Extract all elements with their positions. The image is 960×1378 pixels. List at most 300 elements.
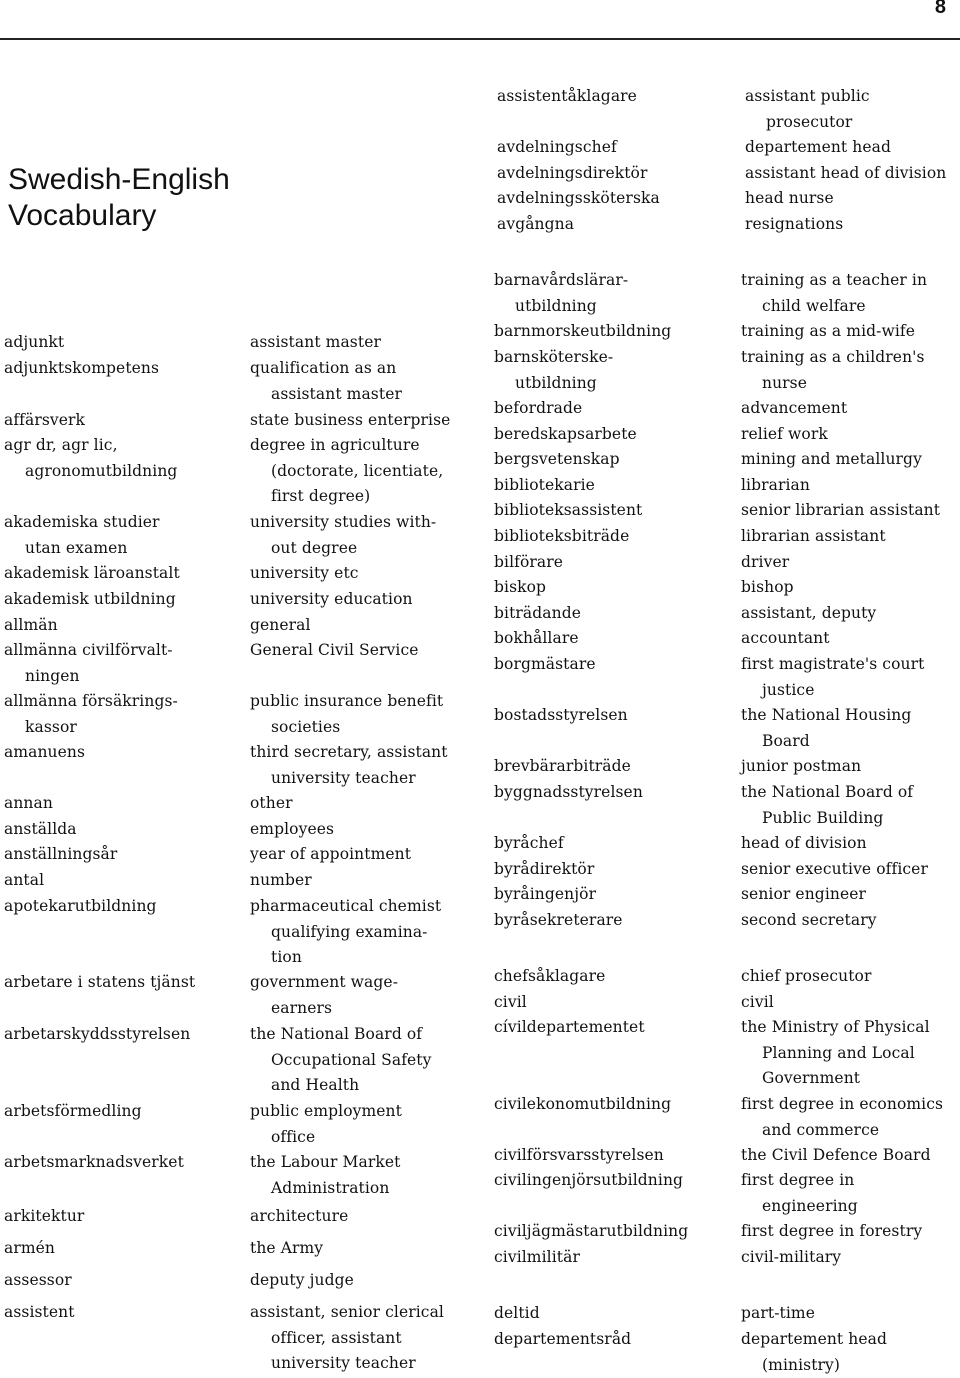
vocab-entry-swedish	[4, 433, 177, 484]
swedish-term	[494, 1015, 645, 1041]
english-translation	[741, 422, 828, 448]
vocab-entry-swedish	[4, 740, 85, 766]
vocab-entry-swedish	[494, 601, 581, 627]
english-translation-line: number	[250, 868, 312, 894]
english-translation	[745, 84, 946, 135]
english-translation-line: third secretary, assistant	[250, 740, 448, 766]
swedish-term	[494, 422, 637, 448]
vocab-entry-english	[741, 498, 940, 524]
english-translation-line: university etc	[250, 561, 359, 587]
english-translation-line: General Civil Service	[250, 638, 419, 664]
english-translation	[741, 1327, 887, 1378]
swedish-term	[494, 268, 628, 319]
english-translation	[250, 433, 443, 510]
vocab-entry-english	[741, 396, 847, 422]
vocab-entry-swedish	[494, 550, 563, 576]
vocab-entry-english	[741, 550, 789, 576]
swedish-term-line: cívildepartementet	[494, 1015, 645, 1041]
vocab-entry-swedish	[494, 268, 628, 319]
vocab-entry-english	[250, 1300, 444, 1377]
english-translation-line: government wage-	[250, 970, 398, 996]
english-translation-line: qualification as an	[250, 356, 402, 382]
vocab-entry-english	[741, 1168, 858, 1219]
english-translation	[741, 964, 871, 990]
english-translation	[741, 345, 925, 396]
swedish-term-line: adjunkt	[4, 330, 64, 356]
english-translation-line: first degree in forestry	[741, 1219, 922, 1245]
vocab-entry-swedish	[4, 842, 117, 868]
vocab-entry-swedish	[4, 970, 195, 996]
english-translation-line: the National Housing	[741, 703, 911, 729]
english-translation-line: the National Board of	[741, 780, 913, 806]
english-translation-line: training as a mid-wife	[741, 319, 915, 345]
english-translation	[741, 1219, 922, 1245]
swedish-term	[494, 319, 671, 345]
swedish-term	[494, 601, 581, 627]
vocab-entry-english	[741, 703, 911, 754]
swedish-term-line: agr dr, agr lic,	[4, 433, 177, 459]
swedish-term-line: chefsåklagare	[494, 964, 605, 990]
swedish-term-line: allmänna civilförvalt-	[4, 638, 173, 664]
swedish-term-line: barnsköterske-	[494, 345, 613, 371]
english-translation	[250, 817, 334, 843]
swedish-term-line: armén	[4, 1236, 55, 1262]
swedish-term-line: affärsverk	[4, 408, 85, 434]
english-translation	[250, 613, 311, 639]
vocab-entry-english	[741, 1092, 943, 1143]
english-translation	[745, 161, 946, 187]
vocab-entry-swedish	[494, 396, 582, 422]
vocab-entry-english	[741, 473, 810, 499]
swedish-term	[497, 135, 660, 161]
swedish-term	[494, 550, 563, 576]
vocab-entry-swedish	[494, 780, 643, 806]
title-line-2: Vocabulary	[8, 198, 308, 234]
swedish-term-line: adjunktskompetens	[4, 356, 159, 382]
vocab-entry-english	[741, 319, 915, 345]
english-translation-line: resignations	[745, 212, 946, 238]
english-translation-line: librarian	[741, 473, 810, 499]
vocab-entry-english	[250, 1150, 400, 1201]
english-translation-line: the Army	[250, 1236, 323, 1262]
english-translation-line: societies	[250, 715, 443, 741]
english-translation	[741, 831, 867, 857]
vocab-entry-english	[741, 754, 861, 780]
swedish-term-line: allmänna försäkrings-	[4, 689, 178, 715]
english-translation-line: other	[250, 791, 293, 817]
english-translation-line: mining and metallurgy	[741, 447, 922, 473]
vocab-entry-english	[250, 791, 293, 817]
vocab-entry-swedish	[494, 1301, 540, 1327]
english-translation-line: officer, assistant	[250, 1326, 444, 1352]
swedish-term	[4, 894, 157, 920]
vocab-entry-swedish	[494, 1168, 683, 1194]
english-translation-line: librarian assistant	[741, 524, 886, 550]
vocab-entry-swedish	[494, 908, 623, 934]
english-translation	[250, 894, 441, 971]
english-translation-line: senior librarian assistant	[741, 498, 940, 524]
top-english-column	[745, 84, 946, 237]
english-translation	[741, 1143, 931, 1169]
swedish-term	[4, 510, 160, 561]
english-translation-line: prosecutor	[745, 110, 946, 136]
english-translation-line: and commerce	[741, 1118, 943, 1144]
english-translation-line: assistant head of division	[745, 161, 946, 187]
english-translation-line: junior postman	[741, 754, 861, 780]
english-translation-line: assistant public	[745, 84, 946, 110]
vocab-entry-english	[250, 894, 441, 971]
swedish-term	[494, 626, 579, 652]
english-translation	[250, 1236, 323, 1262]
swedish-term	[4, 689, 178, 740]
swedish-term	[494, 498, 642, 524]
vocab-entry-english	[250, 433, 443, 510]
english-translation-line: Administration	[250, 1176, 400, 1202]
english-translation	[741, 754, 861, 780]
swedish-term	[494, 524, 629, 550]
swedish-term-line: bilförare	[494, 550, 563, 576]
english-translation	[741, 473, 810, 499]
english-translation-line: head nurse	[745, 186, 946, 212]
swedish-term	[494, 1245, 580, 1271]
swedish-term	[494, 652, 596, 678]
vocab-entry-english	[741, 652, 924, 703]
title-line-1: Swedish-English	[8, 162, 308, 198]
english-translation-line: assistant master	[250, 330, 381, 356]
swedish-term-line: civilekonomutbildning	[494, 1092, 671, 1118]
english-translation	[741, 524, 886, 550]
english-translation-line: degree in agriculture	[250, 433, 443, 459]
english-translation	[741, 703, 911, 754]
english-translation	[741, 652, 924, 703]
swedish-term	[494, 1143, 664, 1169]
english-translation	[250, 868, 312, 894]
english-translation	[741, 447, 922, 473]
english-translation-line: civil-military	[741, 1245, 841, 1271]
swedish-term-line: avdelningschef	[497, 135, 660, 161]
english-translation-line: Government	[741, 1066, 930, 1092]
swedish-term	[494, 703, 628, 729]
english-translation-line: civil	[741, 990, 774, 1016]
english-translation	[741, 780, 913, 831]
english-translation-line: university education	[250, 587, 413, 613]
swedish-term-line: akademisk utbildning	[4, 587, 176, 613]
swedish-term	[4, 868, 44, 894]
vocab-entry-swedish	[494, 831, 564, 857]
swedish-term-line: bergsvetenskap	[494, 447, 620, 473]
vocab-entry-swedish	[494, 857, 594, 883]
english-translation	[741, 319, 915, 345]
vocab-entry-swedish	[494, 498, 642, 524]
vocab-entry-english	[250, 356, 402, 407]
english-translation-line: head of division	[741, 831, 867, 857]
swedish-term-line: apotekarutbildning	[4, 894, 157, 920]
vocab-entry-swedish	[494, 473, 595, 499]
vocab-entry-swedish	[494, 345, 613, 396]
english-translation-line: engineering	[741, 1194, 858, 1220]
vocab-entry-english	[741, 345, 925, 396]
vocab-entry-swedish	[494, 447, 620, 473]
english-translation-line: second secretary	[741, 908, 877, 934]
english-translation	[250, 689, 443, 740]
vocab-entry-english	[250, 330, 381, 356]
swedish-term-line: utbildning	[494, 371, 613, 397]
english-translation	[250, 1268, 354, 1294]
swedish-term-line: akademisk läroanstalt	[4, 561, 180, 587]
english-translation	[741, 498, 940, 524]
swedish-term	[4, 817, 77, 843]
vocab-entry-english	[741, 1143, 931, 1169]
vocab-entry-swedish	[494, 319, 671, 345]
vocab-entry-swedish	[4, 894, 157, 920]
swedish-term-line: avdelningsdirektör	[497, 161, 660, 187]
english-translation-line: university teacher	[250, 1351, 444, 1377]
vocab-entry-english	[250, 587, 413, 613]
english-translation-line: public employment	[250, 1099, 402, 1125]
vocab-entry-english	[250, 842, 411, 868]
swedish-term-line: akademiska studier	[4, 510, 160, 536]
vocab-entry-swedish	[494, 575, 546, 601]
swedish-term	[494, 447, 620, 473]
english-translation-line: training as a teacher in	[741, 268, 927, 294]
swedish-term	[494, 990, 527, 1016]
swedish-term	[494, 831, 564, 857]
swedish-term-line: utbildning	[494, 294, 628, 320]
english-translation-line: out degree	[250, 536, 436, 562]
vocab-entry-english	[741, 831, 867, 857]
page-title	[8, 162, 308, 234]
swedish-term	[4, 356, 159, 382]
vocab-entry-swedish	[4, 330, 64, 356]
page-header-rule	[0, 0, 960, 40]
swedish-term	[497, 212, 660, 238]
swedish-term-line: departementsråd	[494, 1327, 631, 1353]
swedish-term	[494, 575, 546, 601]
swedish-term	[4, 1300, 75, 1326]
english-translation-line: departement head	[741, 1327, 887, 1353]
vocab-entry-swedish	[494, 1015, 645, 1041]
english-translation-line: and Health	[250, 1073, 432, 1099]
swedish-term-line: avgångna	[497, 212, 660, 238]
swedish-term	[494, 780, 643, 806]
swedish-term	[494, 964, 605, 990]
page-number: 8	[935, 0, 946, 19]
english-translation	[250, 1150, 400, 1201]
vocab-entry-swedish	[494, 524, 629, 550]
vocab-entry-english	[741, 882, 866, 908]
vocab-entry-english	[741, 990, 774, 1016]
swedish-term	[4, 1236, 55, 1262]
swedish-term-line: byggnadsstyrelsen	[494, 780, 643, 806]
vocab-entry-english	[741, 524, 886, 550]
swedish-term-line: barnavårdslärar-	[494, 268, 628, 294]
swedish-term-line: avdelningssköterska	[497, 186, 660, 212]
vocab-entry-english	[250, 1236, 323, 1262]
vocab-entry-english	[741, 1301, 815, 1327]
english-translation	[250, 330, 381, 356]
swedish-term-line: civilförsvarsstyrelsen	[494, 1143, 664, 1169]
english-translation-line: the Labour Market	[250, 1150, 400, 1176]
swedish-term	[494, 1301, 540, 1327]
swedish-term-line: agronomutbildning	[4, 459, 177, 485]
english-translation-line: employees	[250, 817, 334, 843]
english-translation	[250, 510, 436, 561]
swedish-term-line: byråchef	[494, 831, 564, 857]
vocab-entry-swedish	[494, 1327, 631, 1353]
english-translation	[741, 601, 876, 627]
vocab-entry-english	[741, 1015, 930, 1092]
vocab-entry-english	[741, 447, 922, 473]
swedish-term-line: befordrade	[494, 396, 582, 422]
vocab-entry-swedish	[4, 868, 44, 894]
vocab-entry-swedish	[4, 791, 53, 817]
english-translation-line: assistant, deputy	[741, 601, 876, 627]
english-translation-line: justice	[741, 678, 924, 704]
english-translation-line: senior engineer	[741, 882, 866, 908]
swedish-term-line: assistentåklagare	[497, 84, 660, 110]
english-translation-line: first magistrate's court	[741, 652, 924, 678]
swedish-term	[497, 186, 660, 212]
english-translation-line: first degree)	[250, 484, 443, 510]
english-translation	[250, 561, 359, 587]
vocab-entry-english	[250, 408, 450, 434]
english-translation-line: office	[250, 1125, 402, 1151]
swedish-term-line: ningen	[4, 664, 173, 690]
swedish-term	[494, 1327, 631, 1353]
swedish-term	[4, 970, 195, 996]
swedish-term-line: arbetsförmedling	[4, 1099, 142, 1125]
english-translation	[250, 740, 448, 791]
vocab-entry-swedish	[4, 356, 159, 382]
english-translation	[741, 396, 847, 422]
swedish-term-line: amanuens	[4, 740, 85, 766]
vocab-entry-english	[741, 780, 913, 831]
english-translation-line: Planning and Local	[741, 1041, 930, 1067]
english-translation-line: pharmaceutical chemist	[250, 894, 441, 920]
english-translation	[250, 1204, 348, 1230]
swedish-term-line: civilmilitär	[494, 1245, 580, 1271]
english-translation-line: first degree in economics	[741, 1092, 943, 1118]
swedish-term	[4, 1099, 142, 1125]
swedish-term-line: brevbärarbiträde	[494, 754, 631, 780]
swedish-term	[494, 1168, 683, 1194]
english-translation-line: (doctorate, licentiate,	[250, 459, 443, 485]
swedish-term	[4, 638, 173, 689]
english-translation-line: Board	[741, 729, 911, 755]
swedish-term-line: biskop	[494, 575, 546, 601]
vocab-entry-swedish	[4, 1099, 142, 1125]
swedish-term-line: biblioteksbiträde	[494, 524, 629, 550]
english-translation-line: advancement	[741, 396, 847, 422]
vocab-entry-english	[250, 817, 334, 843]
swedish-term-line: deltid	[494, 1301, 540, 1327]
english-translation-line: public insurance benefit	[250, 689, 443, 715]
swedish-term	[4, 613, 58, 639]
english-translation-line: architecture	[250, 1204, 348, 1230]
vocab-entry-swedish	[4, 638, 173, 689]
swedish-term	[494, 1219, 688, 1245]
vocab-entry-english	[250, 1204, 348, 1230]
english-translation	[250, 408, 450, 434]
english-translation	[745, 135, 946, 161]
english-translation-line: deputy judge	[250, 1268, 354, 1294]
swedish-term	[4, 433, 177, 484]
english-translation	[741, 1168, 858, 1219]
vocab-entry-english	[250, 689, 443, 740]
vocab-entry-english	[741, 626, 830, 652]
vocab-entry-swedish	[494, 1245, 580, 1271]
vocab-entry-swedish	[4, 689, 178, 740]
vocab-entry-swedish	[4, 561, 180, 587]
vocab-entry-english	[250, 510, 436, 561]
swedish-term-line: allmän	[4, 613, 58, 639]
english-translation	[250, 587, 413, 613]
swedish-term-line: anställningsår	[4, 842, 117, 868]
english-translation-line: year of appointment	[250, 842, 411, 868]
english-translation-line: the Ministry of Physical	[741, 1015, 930, 1041]
vocab-entry-english	[741, 575, 794, 601]
vocab-entry-swedish	[4, 587, 176, 613]
swedish-term	[4, 561, 180, 587]
vocab-entry-english	[250, 1099, 402, 1150]
swedish-term	[497, 161, 660, 187]
vocab-entry-swedish	[4, 1236, 55, 1262]
vocab-entry-english	[741, 908, 877, 934]
english-translation	[741, 990, 774, 1016]
swedish-term-line: biblioteksassistent	[494, 498, 642, 524]
vocab-entry-english	[741, 857, 928, 883]
vocab-entry-swedish	[4, 408, 85, 434]
english-translation	[250, 791, 293, 817]
english-translation	[741, 1092, 943, 1143]
english-translation	[741, 268, 927, 319]
english-translation-line: tion	[250, 945, 441, 971]
vocab-entry-english	[250, 638, 419, 664]
vocab-entry-swedish	[494, 1143, 664, 1169]
swedish-term-line: barnmorskeutbildning	[494, 319, 671, 345]
english-translation	[741, 908, 877, 934]
swedish-term	[4, 1268, 72, 1294]
vocab-entry-swedish	[494, 1092, 671, 1118]
vocab-entry-swedish	[4, 1268, 72, 1294]
english-translation-line: the National Board of	[250, 1022, 432, 1048]
english-translation-line: departement head	[745, 135, 946, 161]
english-translation	[250, 638, 419, 664]
swedish-term	[494, 908, 623, 934]
english-translation	[745, 186, 946, 212]
swedish-term-line: byrådirektör	[494, 857, 594, 883]
swedish-term-line: annan	[4, 791, 53, 817]
english-translation-line: the Civil Defence Board	[741, 1143, 931, 1169]
swedish-term	[494, 1092, 671, 1118]
swedish-term	[497, 84, 660, 110]
swedish-term-line: antal	[4, 868, 44, 894]
vocab-entry-english	[250, 868, 312, 894]
english-translation-line: qualifying examina-	[250, 920, 441, 946]
swedish-term-line: utan examen	[4, 536, 160, 562]
swedish-term-line: anställda	[4, 817, 77, 843]
vocab-entry-english	[741, 1327, 887, 1378]
english-translation-line: child welfare	[741, 294, 927, 320]
vocab-entry-english	[741, 1245, 841, 1271]
english-translation	[741, 1245, 841, 1271]
vocab-entry-swedish	[494, 754, 631, 780]
english-translation-line: (ministry)	[741, 1353, 887, 1378]
english-translation-line: senior executive officer	[741, 857, 928, 883]
swedish-term-line: bokhållare	[494, 626, 579, 652]
swedish-term	[494, 396, 582, 422]
english-translation	[741, 575, 794, 601]
